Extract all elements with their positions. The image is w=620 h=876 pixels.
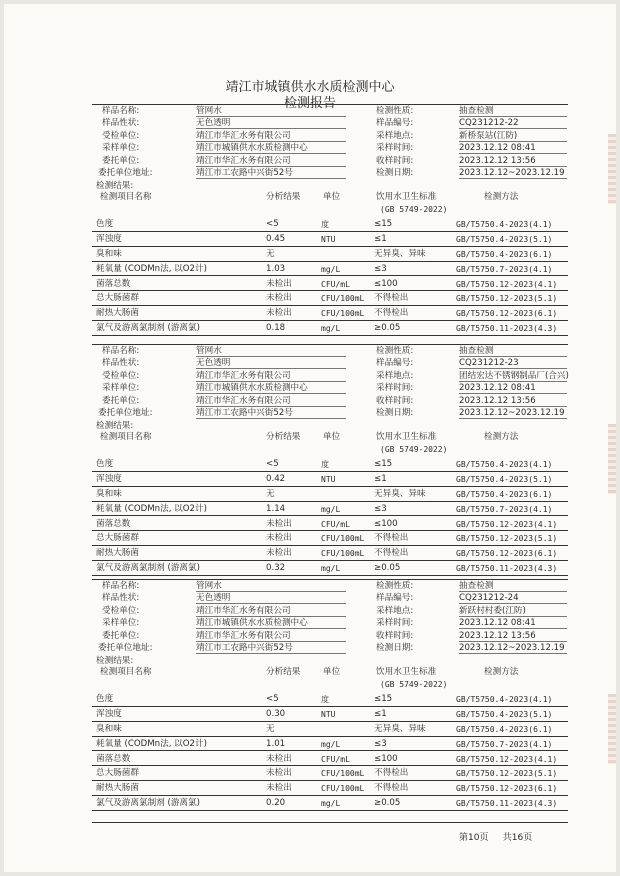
row-unit: CFU/100mL xyxy=(321,294,365,304)
row-result: 未检出 xyxy=(266,768,292,779)
col-header-result: 分析结果 xyxy=(266,432,301,443)
row-unit: CFU/mL xyxy=(321,754,350,764)
info-value: 靖江市华汇水务有限公司 xyxy=(196,606,346,617)
row-unit: mg/L xyxy=(321,564,341,573)
info-label: 采样单位: xyxy=(102,143,140,154)
info-value: 抽查检测 xyxy=(459,346,567,357)
row-unit: CFU/mL xyxy=(321,279,350,289)
row-unit: 度 xyxy=(321,460,329,470)
rule-line xyxy=(92,530,568,531)
row-result: 无 xyxy=(266,489,275,499)
row-standard: 不得检出 xyxy=(374,533,409,544)
info-value: 2023.12.12~2023.12.19 xyxy=(459,168,567,179)
row-result: 未检出 xyxy=(266,278,292,289)
row-item: 氯气及游离氯制剂 (游离氯) xyxy=(96,563,200,573)
rule-line xyxy=(92,721,568,722)
info-value: 抽查检测 xyxy=(459,106,567,117)
row-method: GB/T5750.12-2023(5.1) xyxy=(456,769,558,779)
row-standard: ≤3 xyxy=(374,738,387,749)
info-label: 检测日期: xyxy=(376,168,414,178)
row-item: 臭和味 xyxy=(96,249,122,259)
info-label: 样品编号: xyxy=(376,118,414,129)
row-unit: CFU/100mL xyxy=(321,534,365,544)
col-header-unit: 单位 xyxy=(323,192,341,203)
info-label: 收样时间: xyxy=(376,155,414,166)
row-method: GB/T5750.4-2023(5.1) xyxy=(456,475,553,485)
row-result: 0.30 xyxy=(266,709,286,720)
info-label: 采样时间: xyxy=(376,143,414,154)
row-item: 总大肠菌群 xyxy=(96,293,139,304)
info-label: 采样时间: xyxy=(376,618,414,629)
row-unit: NTU xyxy=(321,235,336,245)
info-value: 抽查检测 xyxy=(459,581,567,592)
rule-line xyxy=(92,344,568,345)
info-value: 靖江市工农路中兴街52号 xyxy=(196,643,346,654)
rule-line xyxy=(92,501,568,502)
row-item: 总大肠菌群 xyxy=(96,533,139,544)
row-method: GB/T5750.12-2023(4.1) xyxy=(456,519,558,529)
col-header-standard-code: (GB 5749-2022) xyxy=(380,445,448,455)
info-label: 样品编号: xyxy=(376,358,414,369)
rule-line xyxy=(92,780,568,781)
info-value: 靖江市华汇水务有限公司 xyxy=(196,631,346,642)
info-label: 受检单位: xyxy=(102,605,140,616)
info-label: 委托单位: xyxy=(102,395,140,406)
info-value: CQ231212-24 xyxy=(459,593,567,604)
row-standard: ≤1 xyxy=(374,709,387,720)
row-method: GB/T5750.7-2023(4.1) xyxy=(456,739,553,749)
col-header-item: 检测项目名称 xyxy=(100,667,152,678)
seal-stamp-edge xyxy=(608,134,616,204)
row-result: 未检出 xyxy=(266,548,292,559)
info-label: 检测性质: xyxy=(376,346,414,356)
rule-line xyxy=(92,560,568,561)
info-label: 样品编号: xyxy=(376,593,414,604)
col-header-item: 检测项目名称 xyxy=(100,432,152,443)
row-method: GB/T5750.11-2023(4.3) xyxy=(456,324,558,333)
row-unit: mg/L xyxy=(321,739,341,749)
report-page xyxy=(4,4,616,872)
info-label: 委托单位地址: xyxy=(98,408,153,418)
info-label: 委托单位: xyxy=(102,630,140,641)
info-label: 采样地点: xyxy=(376,605,414,616)
row-item: 耐热大肠菌 xyxy=(96,783,139,794)
row-standard: ≤3 xyxy=(374,263,387,274)
col-header-method: 检测方法 xyxy=(484,667,519,678)
row-method: GB/T5750.4-2023(4.1) xyxy=(456,220,553,230)
row-result: <5 xyxy=(266,694,279,705)
row-unit: mg/L xyxy=(321,264,341,274)
row-standard: 无异臭、异味 xyxy=(374,489,426,499)
info-value: 2023.12.12 08:41 xyxy=(459,383,567,394)
col-header-item: 检测项目名称 xyxy=(100,192,152,203)
info-value: 2023.12.12 08:41 xyxy=(459,618,567,629)
row-unit: 度 xyxy=(321,695,329,705)
col-header-method: 检测方法 xyxy=(484,432,519,443)
info-value: 靖江市工农路中兴街52号 xyxy=(196,408,346,419)
rule-line xyxy=(92,290,568,291)
row-result: 1.14 xyxy=(266,503,286,514)
info-value: 2023.12.12~2023.12.19 xyxy=(459,643,567,654)
results-label: 检测结果: xyxy=(96,656,134,667)
row-item: 耐热大肠菌 xyxy=(96,548,139,559)
row-unit: CFU/100mL xyxy=(321,784,365,794)
rule-line xyxy=(92,706,568,707)
page-footer xyxy=(459,830,532,843)
row-item: 氯气及游离氯制剂 (游离氯) xyxy=(96,323,200,333)
info-label: 委托单位地址: xyxy=(98,168,153,178)
rule-line xyxy=(92,575,568,576)
col-header-standard: 饮用水卫生标准 xyxy=(376,192,437,203)
info-label: 样品性状: xyxy=(102,593,140,604)
rule-line xyxy=(92,261,568,262)
row-result: 未检出 xyxy=(266,308,292,319)
rule-line xyxy=(92,822,568,823)
info-label: 检测日期: xyxy=(376,643,414,653)
info-value: 新桥泵站(江防) xyxy=(459,131,567,142)
info-value: 无色透明 xyxy=(196,593,346,604)
row-item: 耗氧量 (CODMn法, 以O2计) xyxy=(96,263,207,274)
row-item: 耗氧量 (CODMn法, 以O2计) xyxy=(96,503,207,514)
info-label: 检测性质: xyxy=(376,581,414,591)
row-unit: mg/L xyxy=(321,504,341,514)
row-method: GB/T5750.12-2023(5.1) xyxy=(456,534,558,544)
row-method: GB/T5750.4-2023(6.1) xyxy=(456,250,553,259)
row-standard: ≤100 xyxy=(374,278,398,289)
row-method: GB/T5750.12-2023(4.1) xyxy=(456,279,558,289)
row-result: 0.20 xyxy=(266,798,286,808)
row-item: 色度 xyxy=(96,694,114,705)
row-result: 1.01 xyxy=(266,738,286,749)
info-value: 2023.12.12 08:41 xyxy=(459,143,567,154)
info-label: 采样地点: xyxy=(376,130,414,141)
row-result: 未检出 xyxy=(266,753,292,764)
row-standard: ≤1 xyxy=(374,234,387,245)
row-method: GB/T5750.12-2023(4.1) xyxy=(456,754,558,764)
seal-stamp-edge xyxy=(608,694,616,764)
info-label: 样品名称: xyxy=(102,581,140,591)
row-result: 无 xyxy=(266,724,275,734)
org-title: 靖江市城镇供水水质检测中心 xyxy=(225,80,395,95)
results-label: 检测结果: xyxy=(96,421,134,432)
row-unit: 度 xyxy=(321,220,329,230)
info-value: 靖江市城镇供水水质检测中心 xyxy=(196,383,346,394)
row-method: GB/T5750.4-2023(5.1) xyxy=(456,710,553,720)
row-unit: CFU/100mL xyxy=(321,309,365,319)
col-header-standard-code: (GB 5749-2022) xyxy=(380,680,448,690)
row-method: GB/T5750.12-2023(6.1) xyxy=(456,549,558,559)
col-header-standard-code: (GB 5749-2022) xyxy=(380,205,448,215)
col-header-standard: 饮用水卫生标准 xyxy=(376,667,437,678)
col-header-result: 分析结果 xyxy=(266,192,301,203)
info-value: 2023.12.12~2023.12.19 xyxy=(459,408,567,419)
seal-stamp-edge xyxy=(608,424,616,494)
info-label: 样品性状: xyxy=(102,118,140,129)
row-result: 无 xyxy=(266,249,275,259)
info-label: 收样时间: xyxy=(376,395,414,406)
row-result: 0.45 xyxy=(266,234,286,245)
row-standard: 不得检出 xyxy=(374,548,409,559)
col-header-method: 检测方法 xyxy=(484,192,519,203)
row-item: 臭和味 xyxy=(96,489,122,499)
rule-line xyxy=(92,275,568,276)
row-item: 浑浊度 xyxy=(96,709,122,720)
rule-line xyxy=(92,545,568,546)
row-result: 未检出 xyxy=(266,293,292,304)
row-item: 耗氧量 (CODMn法, 以O2计) xyxy=(96,738,207,749)
row-method: GB/T5750.4-2023(6.1) xyxy=(456,490,553,499)
info-value: 靖江市城镇供水水质检测中心 xyxy=(196,618,346,629)
row-standard: ≤100 xyxy=(374,518,398,529)
row-method: GB/T5750.12-2023(6.1) xyxy=(456,309,558,319)
info-value: 靖江市工农路中兴街52号 xyxy=(196,168,346,179)
info-label: 收样时间: xyxy=(376,630,414,641)
info-value: 团结宏达不锈钢制品厂(合兴) xyxy=(459,370,569,381)
row-method: GB/T5750.12-2023(6.1) xyxy=(456,784,558,794)
row-item: 耐热大肠菌 xyxy=(96,308,139,319)
rule-line xyxy=(92,486,568,487)
row-item: 臭和味 xyxy=(96,724,122,734)
row-item: 总大肠菌群 xyxy=(96,768,139,779)
row-item: 浑浊度 xyxy=(96,234,122,245)
row-result: <5 xyxy=(266,219,279,230)
info-label: 委托单位地址: xyxy=(98,643,153,653)
info-value: 管网水 xyxy=(196,346,346,357)
info-value: 无色透明 xyxy=(196,118,346,129)
info-value: 靖江市华汇水务有限公司 xyxy=(196,371,346,382)
rule-line xyxy=(92,765,568,766)
row-result: <5 xyxy=(266,459,279,470)
row-standard: ≥0.05 xyxy=(374,323,401,333)
info-label: 委托单位: xyxy=(102,155,140,166)
row-standard: ≥0.05 xyxy=(374,563,401,573)
row-method: GB/T5750.11-2023(4.3) xyxy=(456,564,558,573)
info-label: 受检单位: xyxy=(102,130,140,141)
info-value: 靖江市城镇供水水质检测中心 xyxy=(196,143,346,154)
rule-line xyxy=(92,750,568,751)
rule-line xyxy=(92,335,568,336)
row-method: GB/T5750.12-2023(5.1) xyxy=(456,294,558,304)
col-header-unit: 单位 xyxy=(323,667,341,678)
row-result: 未检出 xyxy=(266,533,292,544)
rule-line xyxy=(92,305,568,306)
row-standard: 不得检出 xyxy=(374,308,409,319)
rule-line xyxy=(92,515,568,516)
row-standard: ≤15 xyxy=(374,219,393,230)
row-item: 浑浊度 xyxy=(96,474,122,485)
info-value: 2023.12.12 13:56 xyxy=(459,156,567,167)
info-label: 样品名称: xyxy=(102,346,140,356)
info-value: 2023.12.12 13:56 xyxy=(459,631,567,642)
rule-line xyxy=(92,736,568,737)
row-result: 0.42 xyxy=(266,474,286,485)
row-method: GB/T5750.4-2023(4.1) xyxy=(456,460,553,470)
results-label: 检测结果: xyxy=(96,181,134,192)
info-label: 采样地点: xyxy=(376,370,414,381)
row-item: 色度 xyxy=(96,459,114,470)
row-standard: 不得检出 xyxy=(374,768,409,779)
page-total: 共16页 xyxy=(502,833,533,843)
row-standard: ≤3 xyxy=(374,503,387,514)
row-unit: NTU xyxy=(321,475,336,485)
row-method: GB/T5750.4-2023(5.1) xyxy=(456,235,553,245)
info-value: 管网水 xyxy=(196,581,346,592)
info-value: CQ231212-22 xyxy=(459,118,567,129)
row-method: GB/T5750.7-2023(4.1) xyxy=(456,264,553,274)
row-result: 0.18 xyxy=(266,323,286,333)
row-standard: 无异臭、异味 xyxy=(374,724,426,734)
row-standard: 无异臭、异味 xyxy=(374,249,426,259)
row-unit: mg/L xyxy=(321,799,341,808)
row-item: 菌落总数 xyxy=(96,278,131,289)
row-item: 菌落总数 xyxy=(96,753,131,764)
row-item: 色度 xyxy=(96,219,114,230)
rule-line xyxy=(92,810,568,811)
row-standard: 不得检出 xyxy=(374,783,409,794)
info-label: 样品名称: xyxy=(102,106,140,116)
row-result: 未检出 xyxy=(266,518,292,529)
row-standard: ≤1 xyxy=(374,474,387,485)
report-title: 检测报告 xyxy=(283,96,336,111)
col-header-standard: 饮用水卫生标准 xyxy=(376,432,437,443)
rule-line xyxy=(92,471,568,472)
row-method: GB/T5750.11-2023(4.3) xyxy=(456,799,558,808)
info-label: 采样单位: xyxy=(102,383,140,394)
info-value: 靖江市华汇水务有限公司 xyxy=(196,131,346,142)
row-unit: mg/L xyxy=(321,324,341,333)
row-method: GB/T5750.7-2023(4.1) xyxy=(456,504,553,514)
row-item: 菌落总数 xyxy=(96,518,131,529)
col-header-result: 分析结果 xyxy=(266,667,301,678)
rule-line xyxy=(92,231,568,232)
row-standard: ≥0.05 xyxy=(374,798,401,808)
row-result: 0.32 xyxy=(266,563,286,573)
info-value: 无色透明 xyxy=(196,358,346,369)
info-label: 检测日期: xyxy=(376,408,414,418)
row-standard: ≤15 xyxy=(374,459,393,470)
rule-line xyxy=(92,320,568,321)
row-unit: CFU/100mL xyxy=(321,769,365,779)
info-label: 采样单位: xyxy=(102,618,140,629)
row-method: GB/T5750.4-2023(6.1) xyxy=(456,725,553,734)
info-value: 管网水 xyxy=(196,106,346,117)
row-standard: 不得检出 xyxy=(374,293,409,304)
col-header-unit: 单位 xyxy=(323,432,341,443)
info-value: 靖江市华汇水务有限公司 xyxy=(196,396,346,407)
row-result: 1.03 xyxy=(266,263,286,274)
row-result: 未检出 xyxy=(266,783,292,794)
row-method: GB/T5750.4-2023(4.1) xyxy=(456,695,553,705)
row-unit: CFU/100mL xyxy=(321,549,365,559)
row-unit: NTU xyxy=(321,710,336,720)
info-value: 2023.12.12 13:56 xyxy=(459,396,567,407)
info-value: 新跃村村委(江防) xyxy=(459,606,567,617)
info-value: 靖江市华汇水务有限公司 xyxy=(196,156,346,167)
rule-line xyxy=(92,579,568,580)
row-standard: ≤100 xyxy=(374,753,398,764)
rule-line xyxy=(92,246,568,247)
row-standard: ≤15 xyxy=(374,694,393,705)
info-label: 采样时间: xyxy=(376,383,414,394)
row-unit: CFU/mL xyxy=(321,519,350,529)
info-value: CQ231212-23 xyxy=(459,358,567,369)
info-label: 检测性质: xyxy=(376,106,414,116)
rule-line xyxy=(92,104,568,105)
info-label: 受检单位: xyxy=(102,370,140,381)
page-number: 第10页 xyxy=(459,833,489,843)
rule-line xyxy=(92,795,568,796)
info-label: 样品性状: xyxy=(102,358,140,369)
row-item: 氯气及游离氯制剂 (游离氯) xyxy=(96,798,200,808)
